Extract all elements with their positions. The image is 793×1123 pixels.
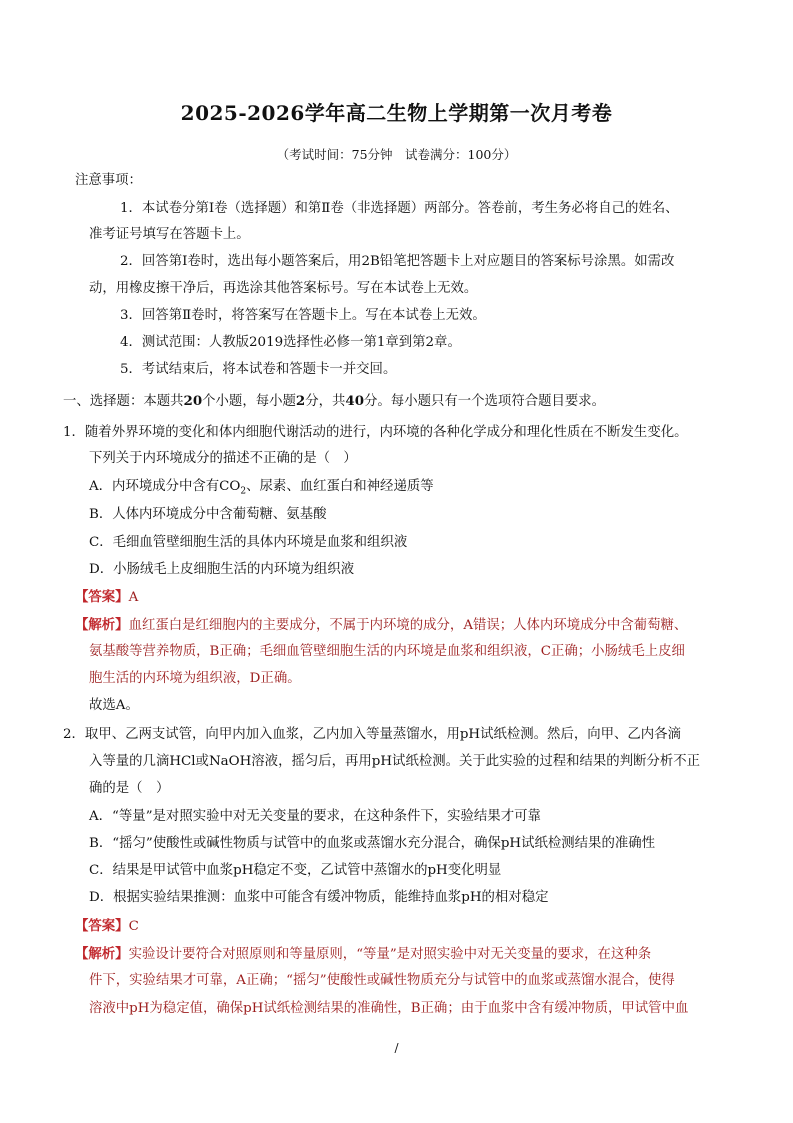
q2-option-a: A．“等量”是对照实验中对无关变量的要求，在这种条件下，实验结果才可靠 [89,809,541,824]
q2-option-b: B．“摇匀”使酸性或碱性物质与试管中的血浆或蒸馏水充分混合，确保pH试纸检测结果的准确性 [89,836,656,851]
q1-analysis-cont-1: 氨基酸等营养物质，B正确；毛细血管壁细胞生活的内环境是血浆和组织液，C正确；小肠绒毛上皮细 [89,644,685,659]
q2-stem-cont-1: 入等量的几滴HCl或NaOH溶液，摇匀后，再用pH试纸检测。关于此实验的过程和结果的判断分析不正 [89,754,701,769]
q1-option-d: D．小肠绒毛上皮细胞生活的内环境为组织液 [89,562,355,577]
q2-analysis-cont-1: 件下，实验结果才可靠，A正确；“摇匀”使酸性或碱性物质充分与试管中的血浆或蒸馏水混合，使得 [89,973,675,988]
page-title: 2025-2026学年高二生物上学期第一次月考卷 [180,101,613,125]
exam-info: （考试时间：75分钟 试卷满分：100分） [276,147,517,162]
q2-analysis: 【解析】实验设计要符合对照原则和等量原则，“等量”是对照实验中对无关变量的要求，在这种条 [75,946,652,962]
q2-analysis-cont-2: 溶液中pH为稳定值，确保pH试纸检测结果的准确性，B正确；由于血浆中含有缓冲物质，甲试管中血 [89,1001,689,1016]
q2-stem-cont-2: 确的是（ ） [89,781,170,796]
q1-option-a: A．内环境成分中含有$CO_2$、尿素、血红蛋白和神经递质等 [89,479,434,497]
q2-stem: 2．取甲、乙两支试管，向甲内加入血浆，乙内加入等量蒸馏水，用pH试纸检测。然后，向甲、乙内各滴 [63,727,681,742]
q1-option-b: B．人体内环境成分中含葡萄糖、氨基酸 [89,507,327,522]
note-1: 1．本试卷分第Ⅰ卷（选择题）和第Ⅱ卷（非选择题）两部分。答卷前，考生务必将自己的姓名、 [120,201,679,216]
q1-analysis: 【解析】血红蛋白是红细胞内的主要成分，不属于内环境的成分，A错误；人体内环境成分中含葡萄糖、 [75,617,688,633]
note-2-cont: 动，用橡皮擦干净后，再选涂其他答案标号。写在本试卷上无效。 [89,281,478,296]
note-3: 3．回答第Ⅱ卷时，将答案写在答题卡上。写在本试卷上无效。 [120,308,486,323]
q1-stem-cont: 下列关于内环境成分的描述不正确的是（ ） [89,451,357,466]
note-2: 2．回答第Ⅰ卷时，选出每小题答案后，用2B铅笔把答题卡上对应题目的答案标号涂黑。如需改 [120,254,675,269]
notes-label: 注意事项： [75,173,142,188]
note-4: 4．测试范围：人教版2019选择性必修一第1章到第2章。 [120,335,461,350]
note-1-cont: 准考证号填写在答题卡上。 [89,227,250,242]
q1-stem: 1．随着外界环境的变化和体内细胞代谢活动的进行，内环境的各种化学成分和理化性质在不断发生变化。 [63,425,688,440]
q2-option-c: C．结果是甲试管中血浆pH稳定不变，乙试管中蒸馏水的pH变化明显 [89,863,502,878]
page-footer: / [394,1041,399,1055]
q1-answer: 【答案】A [75,589,139,605]
section-heading: 一、选择题：本题共20个小题，每小题2分，共40分。每小题只有一个选项符合题目要求。 [63,393,606,409]
note-5: 5．考试结束后，将本试卷和答题卡一并交回。 [120,362,397,377]
q1-conclusion: 故选A。 [89,698,139,713]
q2-option-d: D．根据实验结果推测：血浆中可能含有缓冲物质，能维持血浆pH的相对稳定 [89,890,549,905]
q1-option-c: C．毛细血管壁细胞生活的具体内环境是血浆和组织液 [89,535,408,550]
q2-answer: 【答案】C [75,918,139,934]
q1-analysis-cont-2: 胞生活的内环境为组织液，D正确。 [89,671,301,686]
